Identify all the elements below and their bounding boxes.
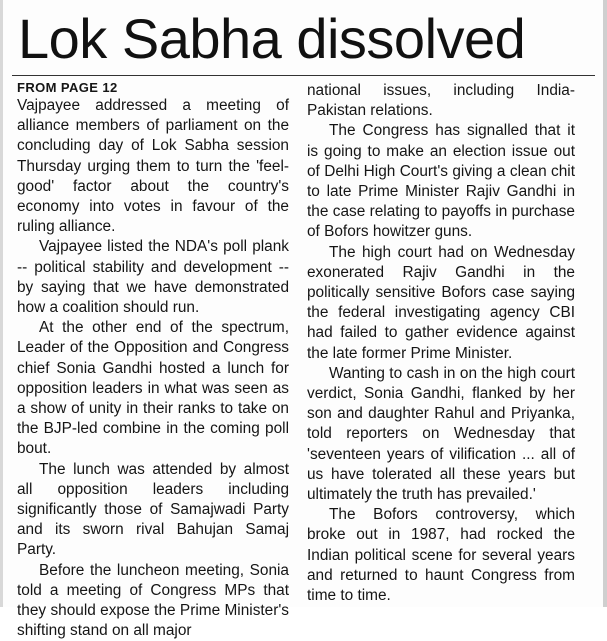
paragraph: The Congress has signalled that it is going to make an election issue out of Delhi High Court's giving a clean chit to late Prime Minister Rajiv Gandhi in the case relating to payoffs in purchase of Bofors howitzer guns. xyxy=(307,122,575,241)
scan-edge-right xyxy=(603,0,607,607)
left-column xyxy=(17,81,289,641)
continued-from-kicker: FROM PAGE 12 xyxy=(17,80,118,95)
headline: Lok Sabha dissolved xyxy=(18,7,526,70)
paragraph: Before the luncheon meeting, Sonia told a meeting of Congress MPs that they should expose the Prime Minister's shifting stand on all major xyxy=(17,561,289,640)
right-column xyxy=(307,81,575,606)
paragraph: At the other end of the spectrum, Leader of the Opposition and Congress chief Sonia Gandhi hosted a lunch for opposition leaders in what was seen as a show of unity in their ranks to take on the BJP-led combine in the coming poll bout. xyxy=(17,319,289,458)
paragraph: national issues, including India-Pakistan relations. xyxy=(307,82,575,120)
paragraph: The lunch was attended by almost all opposition leaders including significantly those of Samajwadi Party and its sworn rival Bahujan Samaj Party. xyxy=(17,460,289,559)
paragraph: Vajpayee listed the NDA's poll plank -- political stability and development -- by saying that we have demonstrated how a coalition should run. xyxy=(17,238,289,317)
paragraph: The high court had on Wednesday exonerated Rajiv Gandhi in the politically sensitive Bofors case saying the federal investigating agency CBI had failed to gather evidence against the late former Prime Minister. xyxy=(307,243,575,362)
paragraph: The Bofors controversy, which broke out in 1987, had rocked the Indian political scene for several years and returned to haunt Congress from time to time. xyxy=(307,506,575,605)
headline-rule xyxy=(12,75,595,76)
scan-edge-left xyxy=(0,0,3,607)
paragraph: Wanting to cash in on the high court verdict, Sonia Gandhi, flanked by her son and daughter Rahul and Priyanka, told reporters on Wednesday that 'seventeen years of vilification ... all of us have tolerated all these years but ultimately the truth has prevailed.' xyxy=(307,364,575,504)
paragraph: Vajpayee addressed a meeting of alliance members of parliament on the concluding day of Lok Sabha session Thursday urging them to turn the 'feel-good' factor about the country's economy into votes in favour of the ruling alliance. xyxy=(17,97,289,236)
